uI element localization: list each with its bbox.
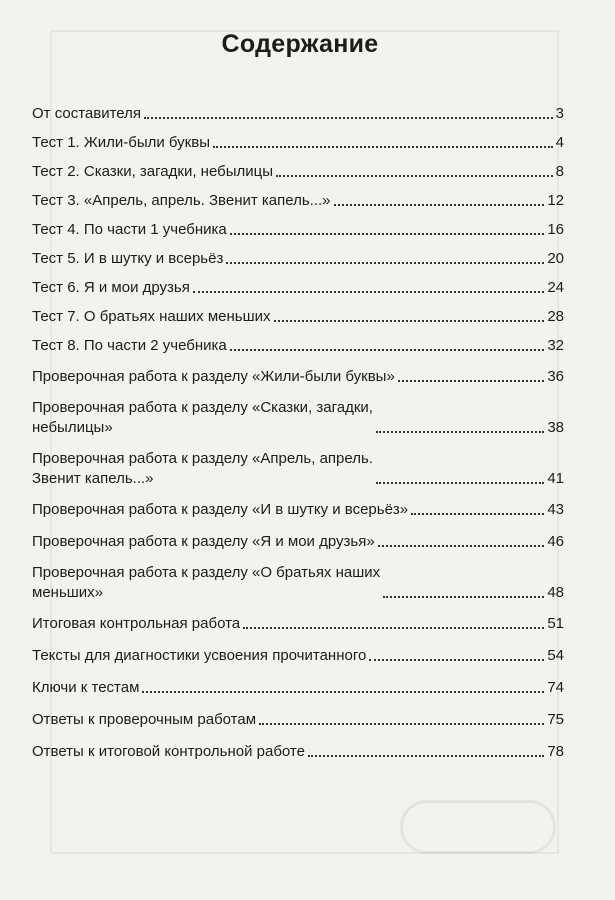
dot-leader <box>259 723 544 725</box>
toc-entry <box>32 162 564 182</box>
toc-entry <box>32 742 564 762</box>
toc-entry-page: 43 <box>547 501 564 518</box>
dot-leader <box>308 755 544 757</box>
toc-entry-title: Тексты для диагностики усвоения прочитанного <box>32 647 367 664</box>
toc-entry-page: 20 <box>547 250 564 267</box>
toc-entry-title: Проверочная работа к разделу «Жили-были буквы» <box>32 368 395 385</box>
toc-entry-title: Тест 2. Сказки, загадки, небылицы <box>32 163 273 180</box>
toc-entry <box>32 500 564 520</box>
toc-entry-title: Ключи к тестам <box>32 679 140 696</box>
dot-leader <box>378 545 545 547</box>
dot-leader <box>274 320 545 322</box>
toc-entry-page: 75 <box>547 711 564 728</box>
toc-entry-title: Тест 6. Я и мои друзья <box>32 279 190 296</box>
toc-entry <box>32 449 564 489</box>
dot-leader <box>398 380 545 382</box>
toc-entry <box>32 646 564 666</box>
toc-entry-page: 36 <box>547 368 564 385</box>
toc-entry-title-line2: Звенит капель...» <box>32 470 154 487</box>
toc-entry-page: 28 <box>547 308 564 325</box>
dot-leader <box>376 431 544 433</box>
dot-leader <box>226 262 544 264</box>
table-of-contents <box>32 104 564 762</box>
toc-entry <box>32 133 564 153</box>
toc-entry-page: 46 <box>547 533 564 550</box>
toc-entry-page: 16 <box>547 221 564 238</box>
toc-entry-page: 78 <box>547 743 564 760</box>
toc-entry-title-line1: Проверочная работа к разделу «Сказки, загадки, <box>32 399 373 416</box>
toc-entry <box>32 307 564 327</box>
toc-entry <box>32 220 564 240</box>
toc-entry-title: Тест 8. По части 2 учебника <box>32 337 227 354</box>
toc-entry-page: 48 <box>547 584 564 601</box>
dot-leader <box>230 233 545 235</box>
page-title: Содержание <box>221 30 379 58</box>
dot-leader <box>213 146 553 148</box>
toc-entry-title: Тест 7. О братьях наших меньших <box>32 308 271 325</box>
show-through-logo <box>400 800 556 854</box>
toc-entry-page: 38 <box>547 419 564 436</box>
toc-entry <box>32 336 564 356</box>
dot-leader <box>142 691 544 693</box>
toc-entry-title: Ответы к проверочным работам <box>32 711 257 728</box>
dot-leader <box>411 513 544 515</box>
toc-entry-title-line1: Проверочная работа к разделу «О братьях наших <box>32 564 381 581</box>
dot-leader <box>193 291 544 293</box>
toc-entry-page: 12 <box>547 192 564 209</box>
toc-entry-title: От составителя <box>32 105 142 122</box>
toc-entry-title: Тест 1. Жили-были буквы <box>32 134 210 151</box>
toc-entry-title <box>32 449 373 489</box>
toc-entry-title: Тест 3. «Апрель, апрель. Звенит капель...» <box>32 192 331 209</box>
toc-entry-page: 4 <box>555 134 564 151</box>
toc-entry-page: 24 <box>547 279 564 296</box>
toc-entry-title-line2: меньших» <box>32 584 104 601</box>
dot-leader <box>376 482 544 484</box>
toc-entry <box>32 191 564 211</box>
toc-entry-title-line2: небылицы» <box>32 419 113 436</box>
toc-entry-page: 8 <box>555 163 564 180</box>
toc-entry <box>32 398 564 438</box>
dot-leader <box>144 117 553 119</box>
dot-leader <box>334 204 545 206</box>
dot-leader <box>243 627 544 629</box>
toc-entry-title: Итоговая контрольная работа <box>32 615 241 632</box>
toc-entry <box>32 563 564 603</box>
toc-entry <box>32 278 564 298</box>
dot-leader <box>369 659 544 661</box>
toc-entry-page: 51 <box>547 615 564 632</box>
dot-leader <box>383 596 544 598</box>
toc-entry-title: Ответы к итоговой контрольной работе <box>32 743 305 760</box>
dot-leader <box>276 175 553 177</box>
toc-entry <box>32 367 564 387</box>
toc-entry-title: Проверочная работа к разделу «И в шутку и всерьёз» <box>32 501 409 518</box>
toc-entry-title <box>32 563 380 603</box>
toc-entry-page: 41 <box>547 470 564 487</box>
toc-entry <box>32 710 564 730</box>
toc-entry-title: Проверочная работа к разделу «Я и мои друзья» <box>32 533 375 550</box>
toc-entry-title: Тест 4. По части 1 учебника <box>32 221 227 238</box>
toc-entry-title-line1: Проверочная работа к разделу «Апрель, апрель. <box>32 450 373 467</box>
dot-leader <box>230 349 545 351</box>
toc-entry-page: 32 <box>547 337 564 354</box>
toc-entry-page: 54 <box>547 647 564 664</box>
toc-entry-page: 74 <box>547 679 564 696</box>
toc-entry <box>32 104 564 124</box>
toc-entry-title: Тест 5. И в шутку и всерьёз <box>32 250 224 267</box>
toc-entry-page: 3 <box>555 105 564 122</box>
toc-entry-title <box>32 398 373 438</box>
toc-entry <box>32 532 564 552</box>
toc-entry <box>32 678 564 698</box>
toc-entry <box>32 614 564 634</box>
toc-entry <box>32 249 564 269</box>
